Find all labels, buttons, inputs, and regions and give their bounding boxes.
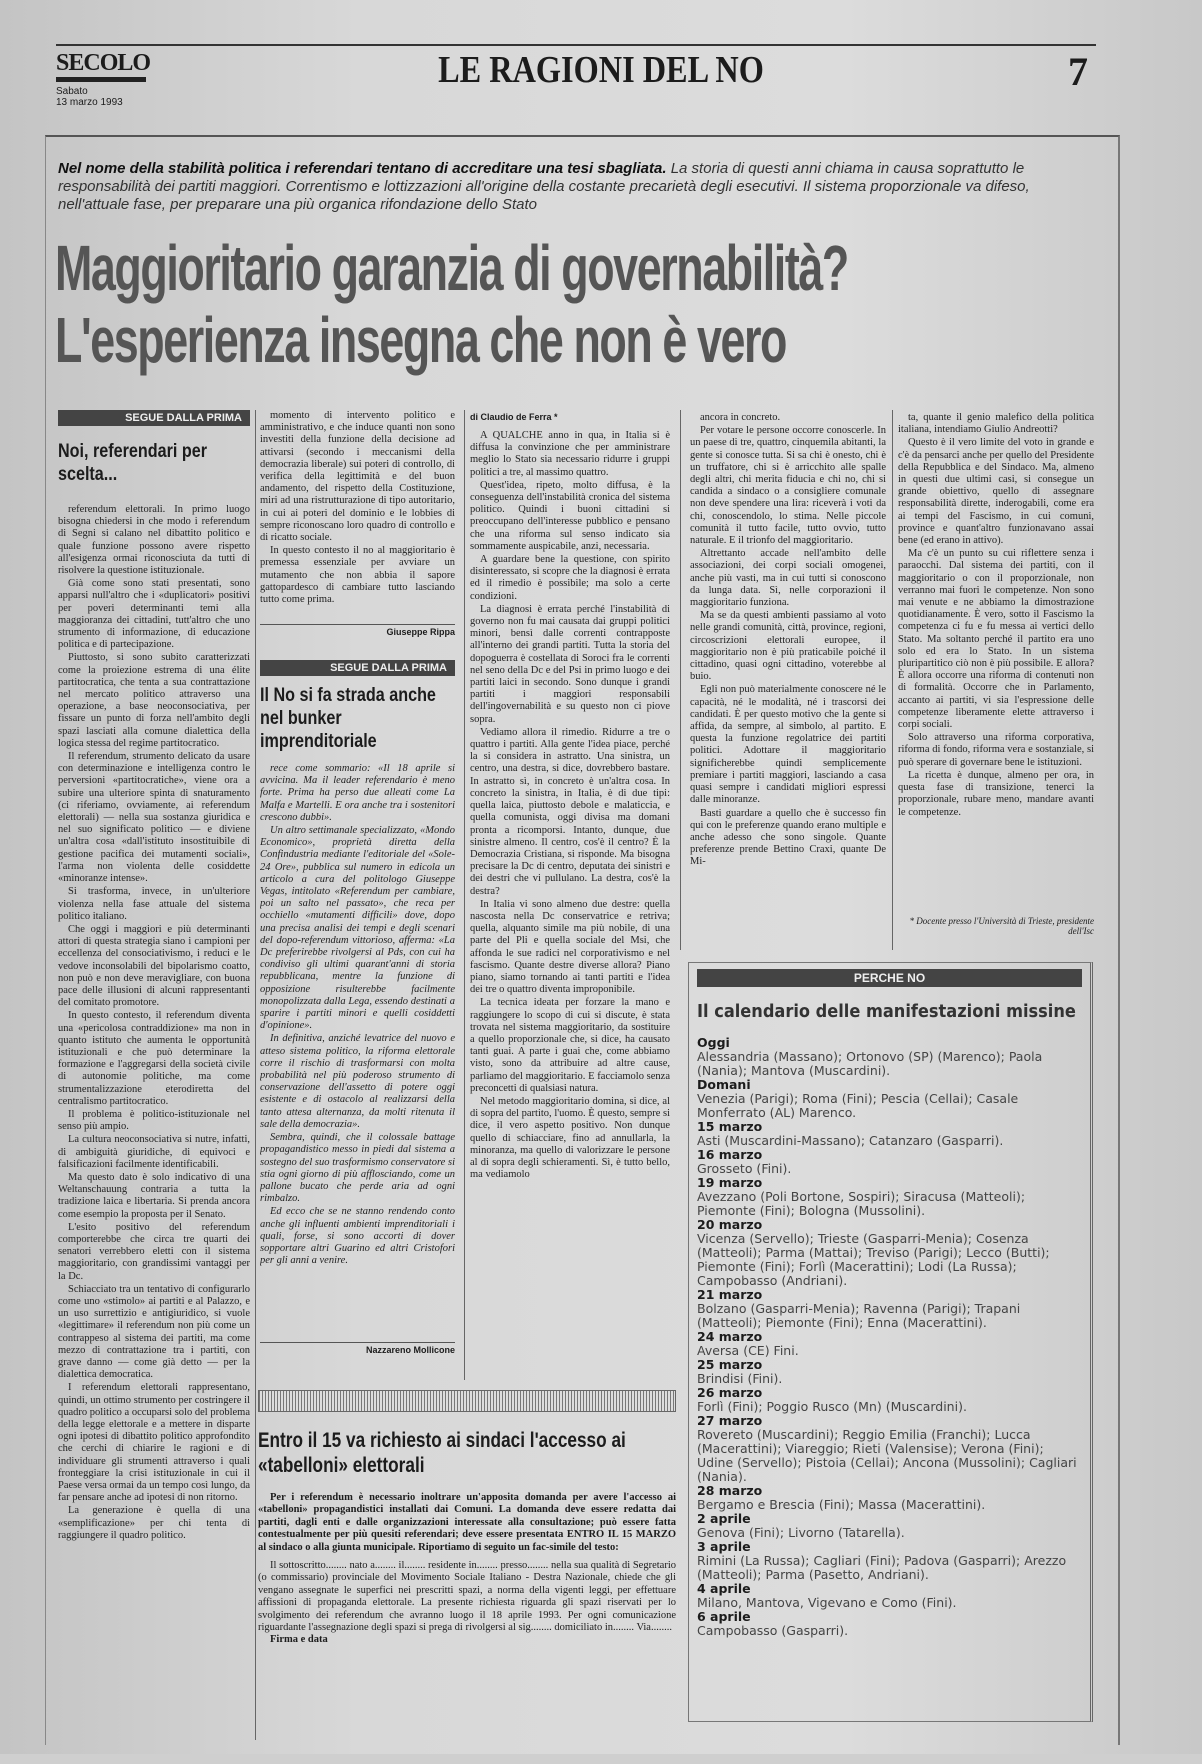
paragraph: Egli non può materialmente conoscere né le capacità, né le modalità, né i trascorsi dei candidati. È per questo motivo che la gente si affida, da sempre, al simbolo, al partito. E questa la funzione regolatrice dei partiti politici. Adottare il maggioritario significherebbe quindi semplicemente premiare i partiti maggiori, lasciando a casa quasi sempre i candidati migliori espressi dalle minoranze. (690, 684, 886, 806)
column-rule (255, 410, 256, 1740)
article-title: Noi, referendari per scelta... (58, 441, 207, 485)
article-noi-referendari (58, 410, 250, 1764)
paragraph: Ma questo dato è solo indicativo di una Weltanschauung contraria a tutta la tradizione laica e libertaria. Si prenda ancora come esempio la proposta per il Senato. (58, 1171, 250, 1220)
notice-tabelloni (258, 1390, 676, 1647)
paragraph: La tecnica ideata per forzare la mano e raggiungere lo scopo di cui si discute, è stata trovata nel sistema maggioritario, da sostituire a quello proporzionale che, si dice, ha causato tanti guai. A parte i guai che, come abbiamo visto, sono da attribuire ad altre cause, parliamo del maggioritario. E facciamolo senza preconcetti di qualsiasi natura. (470, 997, 670, 1094)
notice-body (258, 1492, 676, 1647)
calendar-events: Campobasso (Gasparri). (697, 1623, 849, 1638)
calendar-events: Forlì (Fini); Poggio Rusco (Mn) (Muscardini). (697, 1399, 967, 1414)
headline-line2: L'esperienza insegna che non è vero (55, 304, 786, 376)
paragraph: La ricetta è dunque, almeno per ora, in questa fase di transizione, tenerci la proporzionale, rubare meno, mandare avanti le competenze. (898, 769, 1094, 818)
paragraph: L'esito positivo del referendum comporterebbe che circa tre quarti dei senatori verrebbero eletti con il sistema maggioritario, con grandissimi vantaggi per la Dc. (58, 1221, 250, 1282)
article-body (690, 412, 886, 949)
calendar-events: Avezzano (Poli Bortone, Sospiri); Siracusa (Matteoli); Piemonte (Fini); Bologna (Mussolini). (697, 1189, 1026, 1218)
paragraph: In Italia vi sono almeno due destre: quella nascosta nella Dc conservatrice e retriva; quella, alquanto simile ma più nobile, di una parte del Pli e quella sociale del Msi, che affonda le sue radici nel corporativismo e nel fascismo. Quante destre diverse allora? Piano piano, siamo tornando ai tanti partiti e l'idea dei tre o quattro diventa improponibile. (470, 898, 670, 996)
paragraph: referendum elettorali. In primo luogo bisogna chiedersi in che modo i referendum di Segni si calano nel dibattito politico e quale funzione possono avere rispetto all'esigenza ormai riconosciuta da tutti di risolvere la questione istituzionale. (58, 504, 250, 577)
section-band: PERCHE NO (697, 969, 1082, 987)
date: 13 marzo 1993 (56, 97, 123, 108)
paragraph: rece come sommario: «Il 18 aprile si avvicina. Ma il leader referendario è meno forte. Prima ha perso due alleati come La Malfa e Martelli. E ora anche tra i sostenitori crescono dubbi». (260, 763, 455, 823)
paragraph: Ma c'è un punto su cui riflettere senza i paraocchi. Dal sistema dei partiti, con il maggioritario o con il proporzionale, non verranno mai fuori le competenze. Non sono mai venute e ne abbiamo la dimostrazione quotidianamente. È vero, sotto il Fascismo la competenza ci fu e fu messa ai vertici dello Stato. Ma soltanto perché il partito era uno solo ed era lo Stato. In un sistema pluripartitico ciò non è più possibile. E allora? È allora occorre una riforma di contenuti non di formalità. Occorre che in Parlamento, accanto ai partiti, vi sia l'espressione delle competenze liberamente elette attraverso i corpi sociali. (898, 548, 1094, 731)
day: Sabato (56, 86, 88, 97)
calendar-date: 2 aprile (697, 1511, 751, 1526)
paragraph: La generazione è quella di una «semplificazione» per chi tenta di raggiungere il quadro politico. (58, 1505, 250, 1541)
calendar-events: Vicenza (Servello); Trieste (Gasparri-Menia); Cosenza (Matteoli); Parma (Mattai); Treviso (Parigi); Lecco (Butti); Piemonte (Fini); Forlì (Macerattini); Lodi (La Russa); Campobasso (Andriani). (697, 1231, 1050, 1288)
paragraph: In questo contesto, il referendum diventa una «pericolosa contraddizione» ma non in quanto istituto che aumenta le opportunità istituzionali e che può determinare la formazione e l'aggregarsi della società civile di autonomie politiche, ma come strumentalizzazione eterodiretta del centralismo partitocratico. (58, 1010, 250, 1107)
top-rule (56, 44, 1096, 46)
paragraph: Questo è il vero limite del voto in grande e c'è da pensarci anche per quello del Presidente della Repubblica e del Sindaco. Ma, almeno in questi due ultimi casi, si consegue un grande obiettivo, quello di assegnare responsabilità dirette, inderogabili, come era ai tempi del Fascismo, in cui comuni, province e quant'altro funzionavano assai bene (ed erano in attivo). (898, 437, 1094, 547)
paragraph: Piuttosto, si sono subito caratterizzati come la proiezione estrema di una élite partitocratica, che tenta a sua contrattazione nel mercato politico attraverso una operazione, a base neoconsociativa, per fissare un punto di forza nell'ambito degli spazi lasciati alla comune dialettica della logica stessa del regime partitocratico. (58, 652, 250, 749)
notice-facsimile: Il sottoscritto........ nato a........ il........ residente in........ presso........ nella sua qualità di Segretario (o commissario) provinciale del Movimento Sociale Italiano - Destra Nazionale, chiede che gli vengano assegnate le superfici nei prescritti spazi, a norma della vigenti leggi, per effettuare affissioni di propaganda elettorale. La presente richiesta riguarda gli spazi riservati per lo svolgimento dei referendum che avranno luogo il 18 aprile 1993. Per ogni comunicazione riguardante l'assegnazione degli spazi si prega di rivolgersi al sig........ domiciliato in........ Via........ (258, 1560, 676, 1634)
calendar-date: Domani (697, 1077, 751, 1092)
calendar-title: Il calendario delle manifestazioni missine (697, 1001, 1076, 1022)
calendar-date: Oggi (697, 1035, 730, 1050)
article-noi-referendari-cont (260, 410, 455, 637)
calendar-date: 16 marzo (697, 1147, 763, 1162)
calendar-events: Asti (Muscardini-Massano); Catanzaro (Gasparri). (697, 1133, 1004, 1148)
paragraph: Ma se da questi ambienti passiamo al voto nelle grandi comunità, città, province, regioni, circoscrizioni elettorali europee, il maggioritario non è più praticabile poiché il cittadino, quasi ogni cittadino, voterebbe al buio. (690, 610, 886, 683)
masthead: SECOLO (56, 50, 151, 76)
calendar-date: 25 marzo (697, 1357, 763, 1372)
deck (58, 160, 1088, 214)
calendar-events: Grosseto (Fini). (697, 1161, 792, 1176)
paragraph: Altrettanto accade nell'ambito delle associazioni, dei corpi sociali omogenei, anche più vasti, ma in cui tutti si conoscono da lunga data. Sì, nelle corporazioni il maggioritario funziona. (690, 548, 886, 609)
paragraph: Schiacciato tra un tentativo di configurarlo come uno «stimolo» ai partiti e al Palazzo, e un uso surrettizio e antigiuridico, si vuole «legittimare» il referendum non più come un contrappeso al sistema dei partiti, ma come mezzo di contrattazione tra i partiti, con grave danno — come già detto — per la dialettica democratica. (58, 1283, 250, 1381)
paragraph: Che oggi i maggiori e più determinanti attori di questa strategia siano i campioni per eccellenza del consociativismo, i reduci e le vedove inconsolabili del bipolarismo coatto, non può e non deve meravigliare, con buona pace delle illusioni di alcuni rappresentanti del comitato promotore. (58, 923, 250, 1009)
paragraph: Sembra, quindi, che il colossale battage propagandistico messo in piedi dal sistema a sostegno del suo trasformismo conservatore si stia ogni giorno di più afflosciando, come un pallone bucato che perde aria ad ogni rimbalzo. (260, 1132, 455, 1205)
paragraph: A guardare bene la questione, con spirito disinteressato, si scopre che la diagnosi è errata ed il rimedio è possibile; ma solo a certe condizioni. (470, 554, 670, 602)
calendar-date: 21 marzo (697, 1287, 763, 1302)
headline-line1: Maggioritario garanzia di governabilità? (55, 232, 848, 304)
calendar-date: 26 marzo (697, 1385, 763, 1400)
calendar-events: Brindisi (Fini). (697, 1371, 783, 1386)
article-body (898, 412, 1094, 912)
paragraph: La diagnosi è errata perché l'instabilità di governo non fu mai causata dai gruppi politici minori, bensì dalle correnti contrapposte all'interno dei grandi partiti. Tutta la storia del dopoguerra è costellata di Soroci fra le correnti nel seno della Dc e del Psi in primo luogo e dei partiti laici in secondo. Sono dunque i grandi partiti i maggiori responsabili dell'ingovernabilità e su questo non ci piove sopra. (470, 603, 670, 725)
calendar-list (697, 1036, 1082, 1638)
article-de-ferra (470, 412, 670, 1369)
main-headline (55, 232, 848, 376)
author-signature: Nazzareno Mollicone (260, 1342, 455, 1355)
calendar-date: 19 marzo (697, 1175, 763, 1190)
paragraph: ancora in concreto. (700, 412, 781, 423)
article-body (260, 410, 455, 620)
calendar-events: Alessandria (Massano); Ortonovo (SP) (Marenco); Paola (Nania); Mantova (Muscardini). (697, 1049, 1043, 1078)
calendar-date: 20 marzo (697, 1217, 763, 1232)
section-band: SEGUE DALLA PRIMA (260, 660, 455, 676)
calendar-events: Milano, Mantova, Vigevano e Como (Fini). (697, 1595, 957, 1610)
deck-rest: La storia di questi anni chiama in causa soprattutto le responsabilità dei partiti maggiori. Correntismo e lottizzazioni all'origine della costante precarietà degli esecutivi. Il sistema proporzionale va difeso, nell'attuale fase, per preparare una più organica rifondazione dello Stato (58, 160, 1030, 213)
calendar-date: 3 aprile (697, 1539, 751, 1554)
paragraph: Un altro settimanale specializzato, «Mondo Economico», proprietà diretta della Confindustria mediante l'editoriale del «Sole-24 Ore», pubblica sul numero in edicola un articolo a cura del politologo Giuseppe Vegas, intitolato «Referendum per cambiare, poi un salto nel passato», che reca per occhiello «mutamenti difficili» dove, dopo una precisa analisi dei tempi e degli scenari del dopo-referendum vittorioso, afferma: «La Dc preferirebbe rivolgersi al Pds, con cui ha condiviso gli ultimi quarant'anni di storia repubblicana, mentre la funzione di opposizione risulterebbe facilmente monopolizzata dalla Lega, essendo destinati a sparire i partiti minori e quelli cosiddetti d'opinione». (260, 825, 455, 1032)
notice-signature-line: Firma e data (270, 1634, 328, 1646)
calendar-date: 15 marzo (697, 1119, 763, 1134)
paragraph: Vediamo allora il rimedio. Ridurre a tre o quattro i partiti. Alla gente l'idea piace, perché la si considera in astratto. Una sinistra, un centro, una destra, si dice, dovrebbero bastare. In astratto sì, in concreto è un'altra cosa. In concreto la sinistra, in Italia, è di due tipi: quella laica, piuttosto debole e malaticcia, e quella comunista, oggi divisa ma domani pronta a ricomporsi. Intanto, dunque, due sinistre almeno. Il centro, cos'è il centro? È la Democrazia Cristiana, si risponde. Ma bisogna precisare la Dc di centro, deputata dei sinistri e dei destri che vi pullulano. La destra, cos'è la destra? (470, 726, 670, 897)
article-de-ferra-cont (690, 412, 886, 949)
section-band: SEGUE DALLA PRIMA (58, 410, 250, 426)
byline: di Claudio de Ferra * (470, 412, 558, 422)
paragraph: Si trasforma, invece, in un'ulteriore violenza nella fase attuale del sistema politico italiano. (58, 886, 250, 922)
author-signature: Giuseppe Rippa (260, 624, 455, 637)
calendar-date: 4 aprile (697, 1581, 751, 1596)
notice-title: Entro il 15 va richiesto ai sindaci l'accesso ai «tabelloni» elettorali (258, 1429, 626, 1477)
article-body (58, 504, 250, 1764)
calendar-date: 6 aprile (697, 1609, 751, 1624)
calendar-box (688, 962, 1093, 1722)
article-bunker (260, 660, 455, 1355)
paragraph: Ed ecco che se ne stanno rendendo conto anche gli influenti ambienti imprenditoriali i quali, forse, si sono accorti di dover sopportare altri Guarino ed altri Cristofori per gli anni a venire. (260, 1206, 455, 1267)
article-de-ferra-end (898, 412, 1094, 936)
paragraph: Già come sono stati presentati, sono apparsi null'altro che i «duplicatori» positivi per poveri determinanti temi alla maggioranza dei cittadini, tutt'altro che uno strumento di informazione, di educazione politica e di partecipazione. (58, 578, 250, 651)
paragraph: Il referendum, strumento delicato da usare con determinazione e intelligenza contro le perversioni «partitocratiche», viene ora a subire una ulteriore spinta di snaturamento (ci riferiamo, ovviamente, ai referendum elettorali) — nella sua sostanza giuridica e nel suo significato politico — e diviene un'altra cosa «dall'istituto insostituibile di gestione pacifica dei mutamenti sociali», l'arma non violenta delle cosiddette «minoranze intense». (58, 751, 250, 885)
deck-lead: Nel nome della stabilità politica i referendari tentano di accreditare una tesi sbagliata. (58, 160, 667, 177)
paragraph: In definitiva, anziché levatrice del nuovo e atteso sistema politico, la riforma elettorale corre il rischio di trasformarsi con molta probabilità nel più poderoso strumento di conservazione dell'assetto di potere oggi esistente e di ostacolo al realizzarsi della tanto attesa alternanza, da molti ritenuta il sale della democrazia». (260, 1033, 455, 1130)
paragraph: La cultura neoconsociativa si nutre, infatti, di ambiguità giuridiche, di equivoci e falsificazioni facilmente identificabili. (58, 1134, 250, 1170)
calendar-events: Venezia (Parigi); Roma (Fini); Pescia (Cellai); Casale Monferrato (AL) Marenco. (697, 1091, 1019, 1120)
paragraph: Quest'idea, ripeto, molto diffusa, è la conseguenza dell'instabilità cronica del sistema politico. Quindi i buoni cittadini si preoccupano dell'interesse pubblico e pensano che una riforma sul senso indicato sia sommamente auspicabile, anzi, necessaria. (470, 479, 670, 552)
column-rule (464, 410, 465, 1380)
calendar-date: 24 marzo (697, 1329, 763, 1344)
paragraph: Il problema è politico-istituzionale nel senso più ampio. (58, 1108, 250, 1133)
column-rule (680, 410, 681, 950)
paragraph: I referendum elettorali rappresentano, quindi, un ottimo strumento per costringere il quadro politico a occuparsi solo del problema della legge elettorale e a mettere in disparte ogni ipotesi di dibattito politico approfondito che cerchi di chiarire le ragioni e di individuare gli strumenti attraverso i quali fronteggiare la crisi istituzionale in cui il Paese versa ormai da un tempo così lungo, da far pensare anche ad ipotesi di non ritorno. (58, 1382, 250, 1504)
paragraph: momento di intervento politico e amministrativo, e che induce quanti non sono investiti della funzione della decisione ad attivarsi (secondo i meccanismi della democrazia liberale) sui poteri di controllo, di verifica della legittimità e del buon andamento, del rispetto della Costituzione, miri ad una ristrutturazione di tipo autoritario, in cui ai poteri del dominio e le lobbies di sempre riconoscano loro quadro di controllo e di ricatto sociale. (260, 410, 455, 544)
calendar-events: Aversa (CE) Fini. (697, 1343, 799, 1358)
section-title: LE RAGIONI DEL NO (438, 49, 764, 91)
calendar-events: Rovereto (Muscardini); Reggio Emilia (Franchi); Lucca (Macerattini); Viareggio; Rieti (Valensise); Verona (Fini); Udine (Servello); Pistoia (Cellai); Ancona (Mussolini); Cagliari (Nania). (697, 1427, 1077, 1484)
notice-paragraph: Per i referendum è necessario inoltrare un'apposita domanda per avere l'accesso ai «tabelloni» propagandistici installati dai Comuni. La domanda deve essere redatta dai partiti, dagli enti e dalle organizzazioni interessate alla consultazione; può essere fatta contestualmente per più quesiti referendari; deve essere presentata ENTRO IL 15 MARZO al sindaco o alla giunta municipale. Riportiamo di seguito un fac-simile del testo: (258, 1492, 676, 1553)
paragraph: In questo contesto il no al maggioritario è premessa essenziale per avviare un mutamento che non abbia il sapore gattopardesco di cambiare tutto lasciando tutto come prima. (260, 545, 455, 606)
article-title: Il No si fa strada anche nel bunker imprenditoriale (260, 685, 436, 752)
calendar-events: Genova (Fini); Livorno (Tatarella). (697, 1525, 905, 1540)
paragraph: Solo attraverso una riforma corporativa, riforma di fondo, riforma vera e sostanziale, si può sperare di governare bene le istituzioni. (898, 732, 1094, 768)
calendar-events: Rimini (La Russa); Cagliari (Fini); Padova (Gasparri); Arezzo (Matteoli); Parma (Pasetto, Andriani). (697, 1553, 1067, 1582)
article-body (470, 430, 670, 1369)
paragraph: ta, quante il genio malefico della politica italiana, intendiamo Giulio Andreotti? (898, 412, 1094, 436)
page-number: 7 (1068, 49, 1088, 94)
calendar-date: 28 marzo (697, 1483, 763, 1498)
calendar-events: Bolzano (Gasparri-Menia); Ravenna (Parigi); Trapani (Matteoli); Piemonte (Fini); Enna (Macerattini). (697, 1301, 1021, 1330)
calendar-events: Bergamo e Brescia (Fini); Massa (Macerattini). (697, 1497, 986, 1512)
paragraph: Nel metodo maggioritario domina, si dice, al di sopra del partito, l'uomo. È questo, sempre si dice, il vero aspetto positivo. Non dunque quello di schiacciare, fino ad annullarla, la minoranza, ma quello di valorizzare le persone al di sopra degli schieramenti. Sì, è tutto bello, ma vediamolo (470, 1095, 670, 1181)
calendar-date: 27 marzo (697, 1413, 763, 1428)
author-footnote: * Docente presso l'Università di Trieste, presidente dell'Isc (909, 916, 1094, 936)
hatched-divider (258, 1390, 676, 1412)
paragraph: Basti guardare a quello che è successo fin qui con le preferenze quando erano multiple e anche adesso che sono singole. Quante preferenze prende Bettino Craxi, quante De Mi- (690, 807, 886, 868)
article-body (260, 763, 455, 1336)
column-rule (892, 410, 893, 950)
paragraph: A QUALCHE anno in qua, in Italia si è diffusa la convinzione che per amministrare meglio lo Stato sia necessario ridurre i gruppi politici a tre, al massimo quattro. (470, 430, 670, 478)
paragraph: Per votare le persone occorre conoscerle. In un paese di tre, quattro, cinquemila abitanti, la gente si conosce tutta. Si sa chi è onesto, chi è un truffatore, chi si è arricchito alle spalle degli altri, chi merita fiducia e chi no, chi si candida a sindaco o a consigliere comunale non deve spendere una lira: riceverà i voti da chi, conoscendolo, lo stima. Nelle piccole comunità il tutto facile, tutto ovvio, tutto naturale. E il trionfo del maggioritario. (690, 425, 886, 547)
